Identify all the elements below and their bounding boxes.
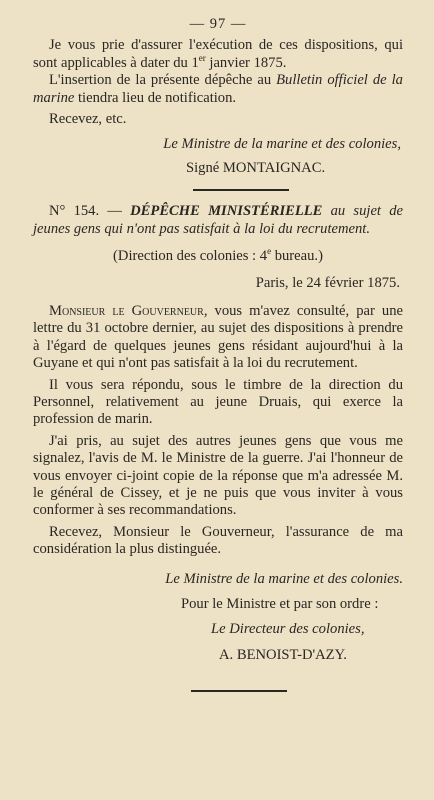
- depeche-number: N° 154. —: [49, 203, 131, 220]
- top-minister-line: Le Ministre de la marine et des colonies,: [163, 136, 401, 153]
- place-date: Paris, le 24 février 1875.: [255, 275, 400, 292]
- top-paragraph-2-text-a: L'insertion de la présente dépêche au: [49, 72, 277, 89]
- top-recevez: Recevez, etc.: [49, 111, 127, 128]
- closing-minister-line: Le Ministre de la marine et des colonies.: [165, 570, 403, 587]
- depeche-title-bold: DÉPÊCHE MINISTÉRIELLE: [130, 203, 323, 220]
- bottom-divider: [191, 690, 287, 692]
- direction-line: [33, 248, 403, 265]
- top-paragraph-2-text-b: tiendra lieu de notification.: [74, 89, 237, 106]
- section-divider: [193, 189, 289, 191]
- pour-le-ministre-line: Pour le Ministre et par son ordre :: [181, 595, 379, 612]
- depeche-heading: [33, 203, 403, 238]
- top-paragraph-1-text-a: Je vous prie d'assurer l'exécution de ces dispositions, qui sont applicables à dater du 1: [33, 37, 403, 71]
- depeche-paragraph-3: J'ai pris, au sujet des autres jeunes gens que vous me signalez, l'avis de M. le Ministre de la guerre. J'ai l'honneur de vous envoyer ci-joint copie de la réponse que m'a adressée M. le général de Cissey, et je ne puis que vous inviter à vous conformer à ses recommandations.: [33, 432, 403, 519]
- top-paragraph-1-superscript: er: [198, 52, 206, 63]
- signature-line: A. BENOIST-D'AZY.: [219, 646, 347, 663]
- page-number: — 97 —: [189, 16, 247, 32]
- directeur-line: Le Directeur des colonies,: [211, 621, 365, 638]
- direction-superscript: e: [267, 246, 272, 257]
- direction-text-b: bureau.): [271, 248, 323, 265]
- depeche-paragraph-2: Il vous sera répondu, sous le timbre de la direction du Personnel, relativement au jeune Druais, qui exerce la profession de marin.: [33, 376, 403, 428]
- depeche-paragraph-1-text: , vous m'avez consulté, par une lettre du 31 octobre dernier, au sujet des dispositions à prendre à l'égard de quelques jeunes gens résidant aujourd'hui à la Guyane et qui n'ont pas satisfait à la loi du recrutement.: [33, 302, 403, 372]
- top-paragraph-2: [33, 72, 403, 107]
- top-paragraph-1: [33, 37, 403, 72]
- depeche-paragraph-4: Recevez, Monsieur le Gouverneur, l'assurance de ma considération la plus distinguée.: [33, 523, 403, 558]
- top-signed-line: Signé MONTAIGNAC.: [186, 159, 326, 176]
- top-paragraph-1-text-b: janvier 1875.: [205, 54, 287, 71]
- direction-text-a: (Direction des colonies : 4: [113, 248, 268, 265]
- depeche-title-rest: au sujet de jeunes gens qui n'ont pas satisfait à la loi du recrutement.: [33, 203, 403, 237]
- depeche-paragraph-1: [33, 303, 403, 373]
- salutation: Monsieur le Gouverneur: [49, 302, 204, 319]
- bulletin-title: Bulletin officiel de la marine: [33, 72, 403, 106]
